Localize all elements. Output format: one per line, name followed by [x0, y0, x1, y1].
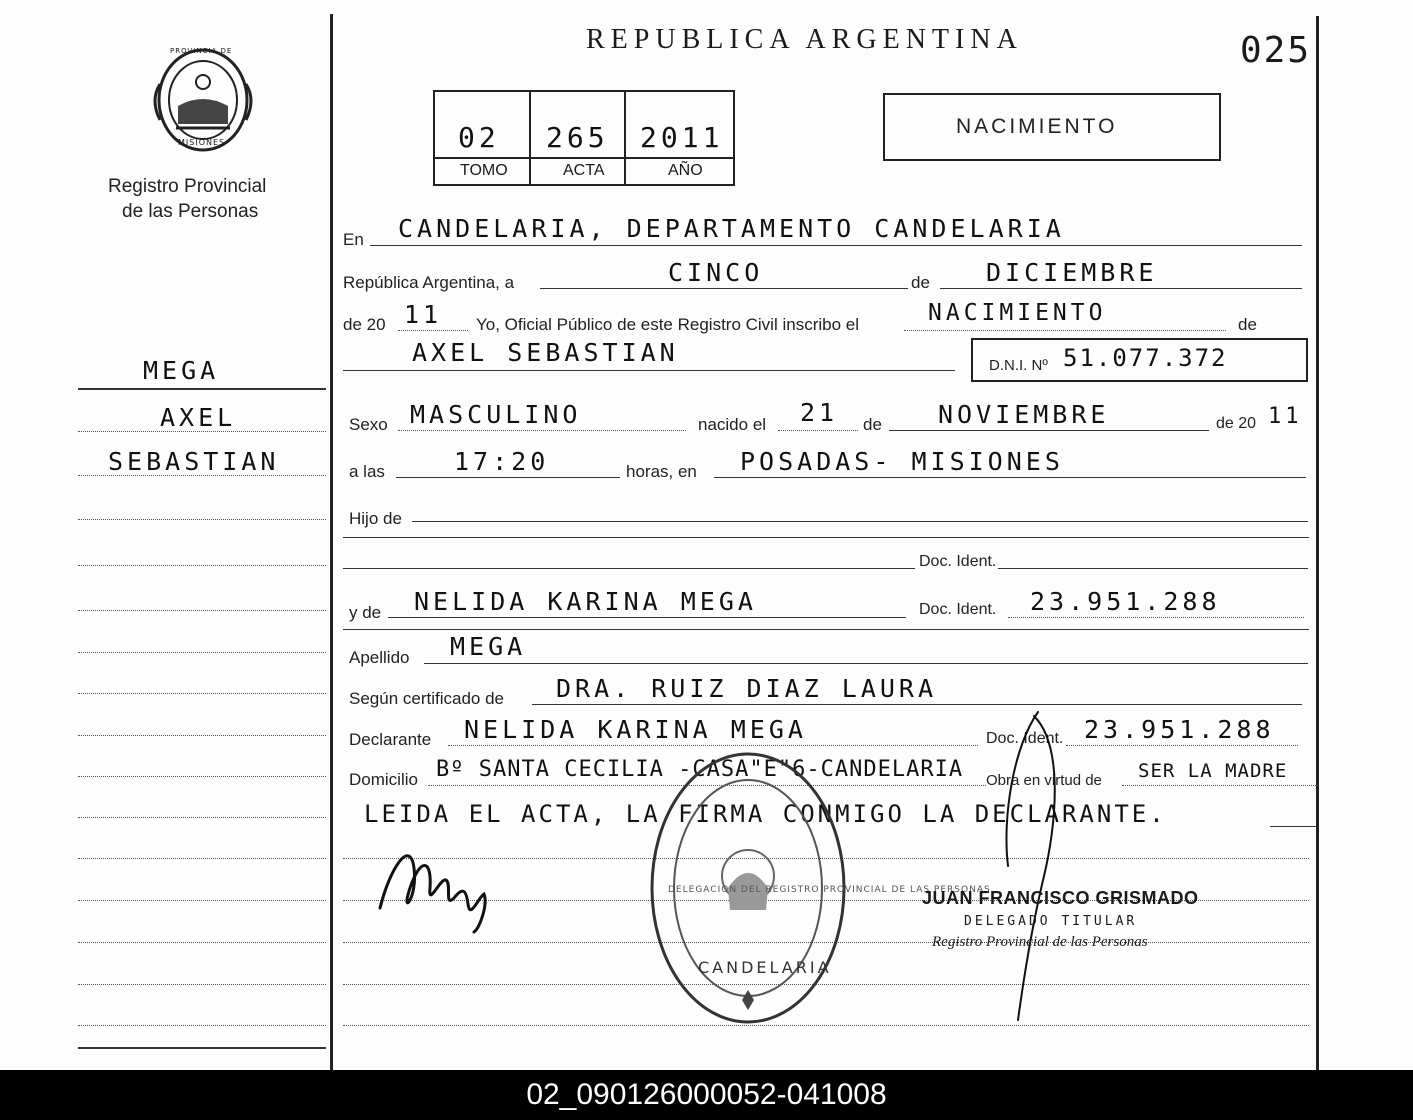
mother-rule: [388, 617, 906, 618]
obra-label: Obra en virtud de: [986, 772, 1102, 789]
acta-label: ACTA: [563, 162, 605, 179]
month-value: DICIEMBRE: [986, 258, 1158, 287]
time-rule: [396, 477, 620, 478]
sidebar-given-name-2: SEBASTIAN: [108, 447, 280, 476]
anio-value: 2011: [640, 121, 724, 154]
apellido-label: Apellido: [349, 648, 410, 667]
officer-name: JUAN FRANCISCO GRISMADO: [922, 888, 1199, 908]
birth-year-prefix-label: de 20: [1216, 415, 1257, 432]
officer-office: Registro Provincial de las Personas: [932, 934, 1148, 950]
domicilio-value: Bº SANTA CECILIA -CASA"E"6-CANDELARIA: [436, 757, 964, 782]
sexo-rule: [398, 430, 686, 431]
hijo-label: Hijo de: [349, 509, 402, 528]
anio-label: AÑO: [668, 162, 703, 179]
month-rule: [940, 288, 1302, 289]
year-prefix-label: de 20: [343, 315, 386, 334]
certificado-rule: [532, 704, 1302, 705]
stamp-ring-text: DELEGACION DEL REGISTRO PROVINCIAL DE LAS PERSONAS: [668, 885, 991, 895]
birth-day-rule: [778, 430, 858, 431]
nacido-label: nacido el: [698, 415, 767, 434]
sidebar-line-10: [78, 817, 326, 818]
year-rule: [398, 330, 468, 331]
sidebar-line-7: [78, 693, 326, 694]
sidebar-line-6: [78, 652, 326, 653]
declarante-doc-rule: [1066, 745, 1298, 746]
name-value: AXEL SEBASTIAN: [412, 338, 679, 367]
inscribe-rule: [904, 330, 1226, 331]
horas-label: horas, en: [626, 462, 697, 481]
document-type-label: NACIMIENTO: [956, 115, 1118, 138]
sidebar-surname-rule: [78, 388, 326, 390]
time-value: 17:20: [454, 447, 550, 476]
apellido-value: MEGA: [450, 632, 527, 661]
year-value: 11: [404, 300, 443, 329]
apellido-rule: [424, 663, 1308, 664]
acta-value: 265: [546, 121, 609, 154]
sexo-value: MASCULINO: [410, 400, 582, 429]
declarante-doc-value: 23.951.288: [1084, 715, 1275, 744]
mother-doc-rule: [1008, 617, 1304, 618]
stamp-town-text: CANDELARIA: [698, 958, 832, 977]
sidebar-line-1: [78, 431, 326, 432]
seal-top-text: PROVINCIA DE: [170, 47, 233, 55]
tomo-value: 02: [458, 121, 500, 154]
country-title: REPUBLICA ARGENTINA: [586, 24, 1023, 55]
obra-rule: [1122, 785, 1318, 786]
father-doc-label: Doc. Ident.: [919, 553, 997, 570]
sidebar-given-name-1: AXEL: [160, 403, 237, 432]
oficial-de-label: de: [1238, 315, 1257, 334]
dni-label: D.N.I. Nº: [989, 357, 1048, 374]
oficial-label: Yo, Oficial Público de este Registro Civil inscribo el: [476, 315, 859, 334]
folio-number: 025: [1240, 30, 1312, 71]
sidebar-line-5: [78, 610, 326, 611]
sidebar-line-9: [78, 776, 326, 777]
sidebar-line-14: [78, 984, 326, 985]
birth-month-rule: [889, 430, 1209, 431]
mother-doc-value: 23.951.288: [1030, 587, 1221, 616]
tomo-label: TOMO: [460, 162, 508, 179]
republica-de-label: de: [911, 273, 930, 292]
certificado-value: DRA. RUIZ DIAZ LAURA: [556, 674, 938, 703]
father-rule: [412, 521, 1308, 522]
day-rule: [540, 288, 908, 289]
declarante-doc-label: Doc. Ident.: [986, 730, 1064, 747]
name-rule: [343, 370, 955, 371]
certificado-label: Según certificado de: [349, 689, 504, 708]
domicilio-label: Domicilio: [349, 770, 418, 789]
birth-year-value: 11: [1268, 404, 1303, 429]
republica-label: República Argentina, a: [343, 273, 515, 292]
registry-name-line1: Registro Provincial: [108, 176, 267, 197]
place-rule: [714, 477, 1306, 478]
day-value: CINCO: [668, 258, 764, 287]
record-box-divider-1: [529, 90, 531, 186]
obra-value: SER LA MADRE: [1138, 760, 1288, 782]
father-doc-value-rule: [998, 568, 1308, 569]
sexo-label: Sexo: [349, 415, 388, 434]
sidebar-surname: MEGA: [143, 356, 220, 385]
sidebar-line-4: [78, 565, 326, 566]
declarante-label: Declarante: [349, 730, 432, 749]
en-label: En: [343, 230, 364, 249]
father-rule-2: [343, 537, 1309, 538]
officer-signature: [994, 706, 1074, 1026]
alas-label: a las: [349, 462, 385, 481]
closing-rule: [1270, 826, 1316, 827]
left-column-divider: [330, 14, 333, 1070]
place-value: POSADAS- MISIONES: [740, 447, 1064, 476]
declarante-rule: [448, 745, 978, 746]
birth-month-value: NOVIEMBRE: [938, 400, 1110, 429]
sidebar-line-15: [78, 1025, 326, 1026]
closing-statement: LEIDA EL ACTA, LA FIRMA CONMIGO LA DECLARANTE.: [364, 800, 1167, 828]
seal-bottom-text: MISIONES: [178, 138, 226, 147]
father-doc-rule: [343, 568, 915, 569]
declarante-value: NELIDA KARINA MEGA: [464, 715, 807, 744]
registry-name-line2: de las Personas: [122, 201, 259, 222]
dni-value: 51.077.372: [1063, 344, 1228, 372]
record-box-divider-2: [624, 90, 626, 186]
right-page-border: [1316, 16, 1319, 1070]
sidebar-line-3: [78, 519, 326, 520]
sidebar-line-8: [78, 735, 326, 736]
officer-title: DELEGADO TITULAR: [964, 914, 1138, 929]
mother-value: NELIDA KARINA MEGA: [414, 587, 757, 616]
inscribe-value: NACIMIENTO: [928, 300, 1107, 326]
barcode-footer: 02_090126000052-041008: [0, 1070, 1413, 1120]
mother-rule-2: [343, 629, 1309, 630]
sidebar-line-13: [78, 942, 326, 943]
sidebar-line-11: [78, 858, 326, 859]
birth-day-value: 21: [800, 398, 839, 427]
sidebar-line-2: [78, 475, 326, 476]
nacido-de-label: de: [863, 415, 882, 434]
yde-label: y de: [349, 603, 382, 622]
declarant-signature: [370, 828, 500, 940]
en-rule: [370, 245, 1302, 246]
record-box-label-rule: [433, 157, 735, 159]
en-value: CANDELARIA, DEPARTAMENTO CANDELARIA: [398, 214, 1065, 243]
sidebar-line-12: [78, 900, 326, 901]
mother-doc-label: Doc. Ident.: [919, 601, 997, 618]
sidebar-bottom-rule: [78, 1047, 326, 1049]
